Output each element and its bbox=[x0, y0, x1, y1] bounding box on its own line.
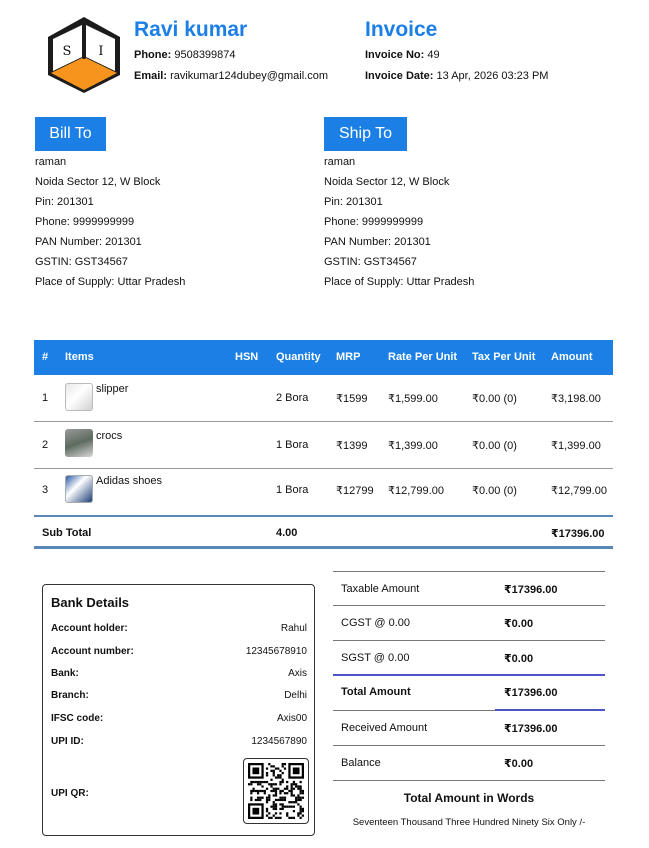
row-num: 1 bbox=[42, 392, 49, 404]
invoice-date bbox=[365, 70, 548, 82]
bank-field-value: Rahul bbox=[280, 623, 307, 634]
row-qty: 2 Bora bbox=[276, 392, 309, 404]
summary-value: ₹0.00 bbox=[504, 618, 534, 630]
ship-to-line: Place of Supply: Uttar Pradesh bbox=[324, 276, 475, 288]
summary-row-total bbox=[333, 675, 605, 710]
summary-label: CGST @ 0.00 bbox=[341, 617, 411, 629]
bill-to-address bbox=[35, 152, 185, 292]
row-amount: ₹3,198.00 bbox=[551, 393, 601, 405]
ship-to-heading: Ship To bbox=[324, 117, 407, 151]
col-header-rate: Rate Per Unit bbox=[388, 351, 458, 363]
seller-email-label: Email: bbox=[134, 70, 168, 82]
items-table-header bbox=[34, 340, 613, 375]
summary-value: ₹17396.00 bbox=[504, 723, 558, 735]
col-header-tax: Tax Per Unit bbox=[472, 351, 536, 363]
summary-row bbox=[333, 571, 605, 606]
bank-field-label: Account holder: bbox=[51, 623, 128, 634]
invoice-number bbox=[365, 49, 440, 61]
row-mrp: ₹12799 bbox=[336, 485, 374, 497]
company-logo bbox=[46, 15, 122, 95]
ship-to-address bbox=[324, 152, 474, 292]
logo-letter-i: I bbox=[98, 44, 104, 59]
col-header-mrp: MRP bbox=[336, 351, 361, 363]
row-mrp: ₹1599 bbox=[336, 393, 368, 405]
ship-to-line: Phone: 9999999999 bbox=[324, 216, 424, 228]
summary-value: ₹0.00 bbox=[504, 758, 534, 770]
col-header-items: Items bbox=[65, 351, 94, 363]
product-image-adidas-shoes bbox=[65, 475, 93, 503]
row-mrp: ₹1399 bbox=[336, 440, 368, 452]
bill-to-line: PAN Number: 201301 bbox=[35, 236, 142, 248]
table-row bbox=[34, 469, 613, 515]
summary-label: Taxable Amount bbox=[341, 583, 420, 595]
table-row bbox=[34, 375, 613, 422]
ship-to-line: Pin: 201301 bbox=[324, 196, 383, 208]
summary-row bbox=[333, 641, 605, 676]
table-row bbox=[34, 422, 613, 469]
invoice-number-label: Invoice No: bbox=[365, 49, 425, 61]
seller-phone-value: 9508399874 bbox=[174, 49, 236, 61]
bill-to-line: Pin: 201301 bbox=[35, 196, 94, 208]
ship-to-line: raman bbox=[324, 156, 356, 168]
bill-to-line: raman bbox=[35, 156, 67, 168]
subtotal-qty: 4.00 bbox=[276, 527, 298, 539]
row-qty: 1 Bora bbox=[276, 484, 309, 496]
row-tax: ₹0.00 (0) bbox=[472, 440, 517, 452]
seller-name: Ravi kumar bbox=[134, 18, 248, 41]
summary-value: ₹17396.00 bbox=[504, 687, 558, 699]
invoice-title: Invoice bbox=[365, 18, 438, 41]
bank-field-label: Branch: bbox=[51, 690, 89, 701]
summary-row bbox=[333, 606, 605, 641]
col-header-num: # bbox=[42, 351, 49, 363]
summary-value: ₹0.00 bbox=[504, 653, 534, 665]
bank-field-value: Axis00 bbox=[276, 713, 307, 724]
invoice-date-value: 13 Apr, 2026 03:23 PM bbox=[436, 70, 549, 82]
row-rate: ₹1,399.00 bbox=[388, 440, 438, 452]
logo-letter-s: S bbox=[62, 44, 72, 59]
row-rate: ₹12,799.00 bbox=[388, 485, 444, 497]
invoice-date-label: Invoice Date: bbox=[365, 70, 434, 82]
summary-label: SGST @ 0.00 bbox=[341, 652, 410, 664]
bill-to-line: GSTIN: GST34567 bbox=[35, 256, 128, 268]
col-header-hsn: HSN bbox=[235, 351, 259, 363]
items-table bbox=[34, 340, 613, 540]
seller-email-value: ravikumar124dubey@gmail.com bbox=[170, 70, 328, 82]
summary-row bbox=[333, 746, 605, 781]
row-tax: ₹0.00 (0) bbox=[472, 485, 517, 497]
bank-field-value: 12345678910 bbox=[245, 646, 307, 657]
product-image-slipper bbox=[65, 383, 93, 411]
qr-code-icon bbox=[248, 763, 304, 819]
seller-phone-label: Phone: bbox=[134, 49, 172, 61]
summary-label: Balance bbox=[341, 757, 381, 769]
summary-value: ₹17396.00 bbox=[504, 584, 558, 596]
logo-cube-icon bbox=[46, 15, 122, 95]
ship-to-line: GSTIN: GST34567 bbox=[324, 256, 417, 268]
row-rate: ₹1,599.00 bbox=[388, 393, 438, 405]
subtotal-label: Sub Total bbox=[42, 527, 92, 539]
row-amount: ₹1,399.00 bbox=[551, 440, 601, 452]
bank-field-value: Axis bbox=[288, 668, 307, 679]
row-item-name: crocs bbox=[96, 430, 123, 442]
ship-to-line: Noida Sector 12, W Block bbox=[324, 176, 450, 188]
upi-qr-label: UPI QR: bbox=[51, 788, 89, 799]
row-amount: ₹12,799.00 bbox=[551, 485, 607, 497]
bank-field-value: 1234567890 bbox=[251, 736, 307, 747]
bank-details-box bbox=[42, 584, 315, 836]
row-qty: 1 Bora bbox=[276, 439, 309, 451]
bill-to-heading: Bill To bbox=[35, 117, 106, 151]
ship-to-line: PAN Number: 201301 bbox=[324, 236, 431, 248]
bank-field-label: IFSC code: bbox=[51, 713, 104, 724]
bill-to-line: Place of Supply: Uttar Pradesh bbox=[35, 276, 186, 288]
summary-row bbox=[333, 711, 605, 746]
bank-field-label: Account number: bbox=[51, 646, 134, 657]
summary-label: Received Amount bbox=[341, 722, 428, 734]
subtotal-amount: ₹17396.00 bbox=[551, 528, 605, 540]
row-tax: ₹0.00 (0) bbox=[472, 393, 517, 405]
bill-to-line: Noida Sector 12, W Block bbox=[35, 176, 161, 188]
row-item-name: Adidas shoes bbox=[96, 475, 163, 487]
bank-field-value: Delhi bbox=[284, 690, 307, 701]
subtotal-row bbox=[34, 515, 613, 549]
col-header-quantity: Quantity bbox=[276, 351, 321, 363]
bank-field-label: Bank: bbox=[51, 668, 79, 679]
amount-in-words-title: Total Amount in Words bbox=[403, 791, 535, 805]
bank-field-label: UPI ID: bbox=[51, 736, 84, 747]
seller-phone bbox=[134, 49, 236, 61]
row-num: 2 bbox=[42, 439, 49, 451]
col-header-amount: Amount bbox=[551, 351, 593, 363]
bank-details-title: Bank Details bbox=[51, 595, 130, 610]
upi-qr-code bbox=[243, 758, 309, 824]
amount-in-words: Seventeen Thousand Three Hundred Ninety Six Only /- bbox=[352, 817, 586, 828]
seller-email bbox=[134, 70, 328, 82]
invoice-number-value: 49 bbox=[427, 49, 440, 61]
row-item-name: slipper bbox=[96, 383, 129, 395]
bill-to-line: Phone: 9999999999 bbox=[35, 216, 135, 228]
product-image-crocs bbox=[65, 429, 93, 457]
summary-label: Total Amount bbox=[341, 686, 411, 698]
row-num: 3 bbox=[42, 484, 49, 496]
